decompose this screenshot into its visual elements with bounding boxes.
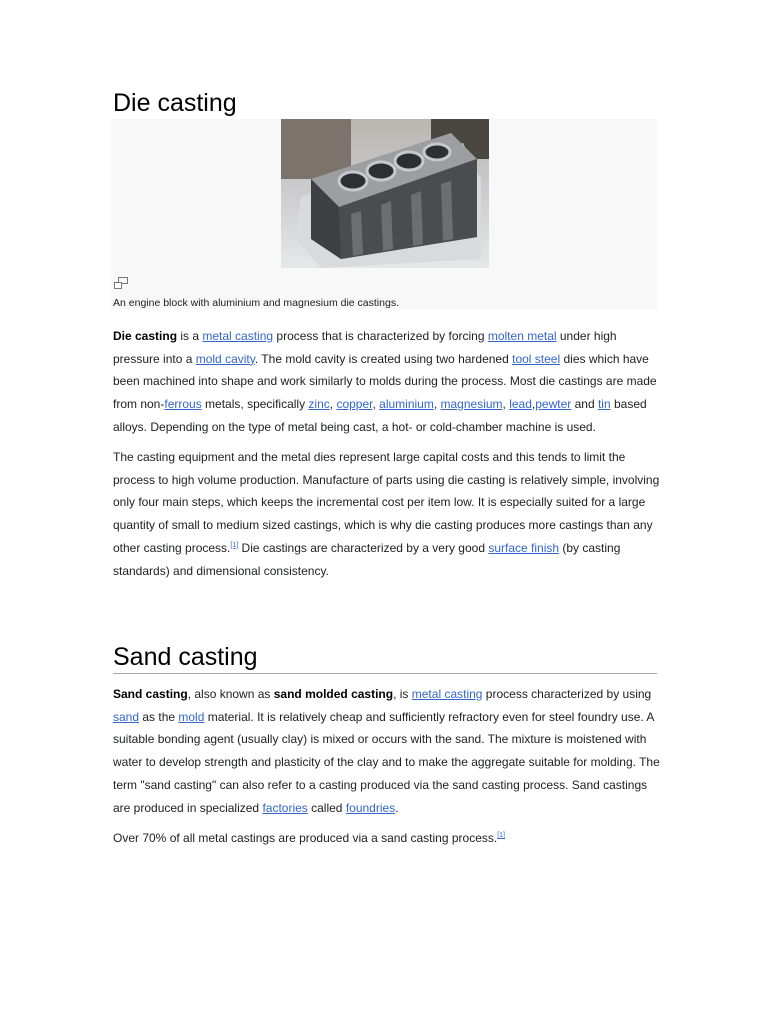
enlarge-icon[interactable] [114,277,128,289]
engine-block-image[interactable] [281,119,489,268]
paragraph-die-casting-costs [113,446,661,582]
link-foundries[interactable]: foundries [345,800,396,815]
reference-superscript [497,832,505,839]
link-molten-metal[interactable]: molten metal [487,329,557,343]
link-sand[interactable]: sand [113,709,140,724]
reference-link[interactable]: [1] [230,541,239,549]
link-lead[interactable]: lead [509,397,532,412]
text: , [433,397,441,412]
text: under high pressure into a [113,329,617,366]
link-surface-finish[interactable]: surface finish [488,540,560,555]
reference-link[interactable]: [1] [497,832,505,839]
text: Die castings are characterized by a very good [238,540,489,555]
paragraph-sand-casting-share [113,827,661,850]
link-tin[interactable]: tin [597,397,611,412]
text: process that is characterized by forcing [273,329,488,343]
engine-block-photo-icon [281,119,489,268]
text: . [395,800,399,815]
text: , [329,397,337,412]
link-pewter[interactable]: pewter [535,397,572,412]
link-mold[interactable]: mold [178,709,205,724]
link-magnesium[interactable]: magnesium [440,397,503,412]
text: , [502,397,510,412]
text: , also known as [187,687,274,701]
text: , is [393,687,412,701]
link-ferrous[interactable]: ferrous [164,397,202,412]
link-mold-cavity[interactable]: mold cavity [195,351,255,366]
text: material. It is relatively cheap and sufficiently refractory even for steel foundry use. A suitable bonding agent (usually clay) is mixed or occurs with the sand. The mixture is moistened with water to develop strength and plasticity of the clay and to make the aggregate suitable for molding. The term "sand casting" can also refer to a casting produced via the sand casting process. Sand castings are produced in specialized [113,709,660,815]
link-metal-casting[interactable]: metal casting [202,329,274,343]
text: metals, specifically [201,397,309,412]
text: as the [139,709,179,724]
section-heading-die-casting: Die casting [113,88,657,120]
link-copper[interactable]: copper [336,397,373,412]
text: based alloys. Depending on the type of metal being cast, a hot- or cold-chamber machine is used. [113,397,647,434]
term-sand-casting: Sand casting [113,687,188,701]
paragraph-die-casting-intro [113,325,661,439]
text: is a [177,329,203,343]
link-aluminium[interactable]: aluminium [379,397,434,412]
link-factories[interactable]: factories [262,800,308,815]
text: dies which have been machined into shape and work similarly to molds during the process. Most die castings are made from non- [113,351,657,412]
text: , [372,397,380,412]
figure-engine-block [111,119,657,309]
text: (by casting standards) and dimensional consistency. [113,540,621,578]
term-sand-molded-casting: sand molded casting [273,687,394,701]
text: process characterized by using [482,687,652,701]
link-zinc[interactable]: zinc [308,397,330,412]
text: The casting equipment and the metal dies represent large capital costs and this tends to limit the process to high volume production. Manufacture of parts using die casting is relatively simple, involving only four main steps, which keeps the incremental cost per item low. It is especially suited for a large quantity of small to medium sized castings, which is why die casting produces more castings than any other casting process. [113,450,660,555]
text: , [531,397,536,412]
link-metal-casting[interactable]: metal casting [411,687,483,701]
text: called [307,800,346,815]
text: Over 70% of all metal castings are produced via a sand casting process. [113,831,498,845]
figure-caption: An engine block with aluminium and magnesium die castings. [113,297,399,309]
text: . The mold cavity is created using two hardened [254,351,513,366]
paragraph-sand-casting-intro [113,683,661,819]
link-tool-steel[interactable]: tool steel [512,351,561,366]
text: and [571,397,598,412]
section-heading-sand-casting: Sand casting [113,642,657,674]
term-die-casting: Die casting [113,329,178,343]
